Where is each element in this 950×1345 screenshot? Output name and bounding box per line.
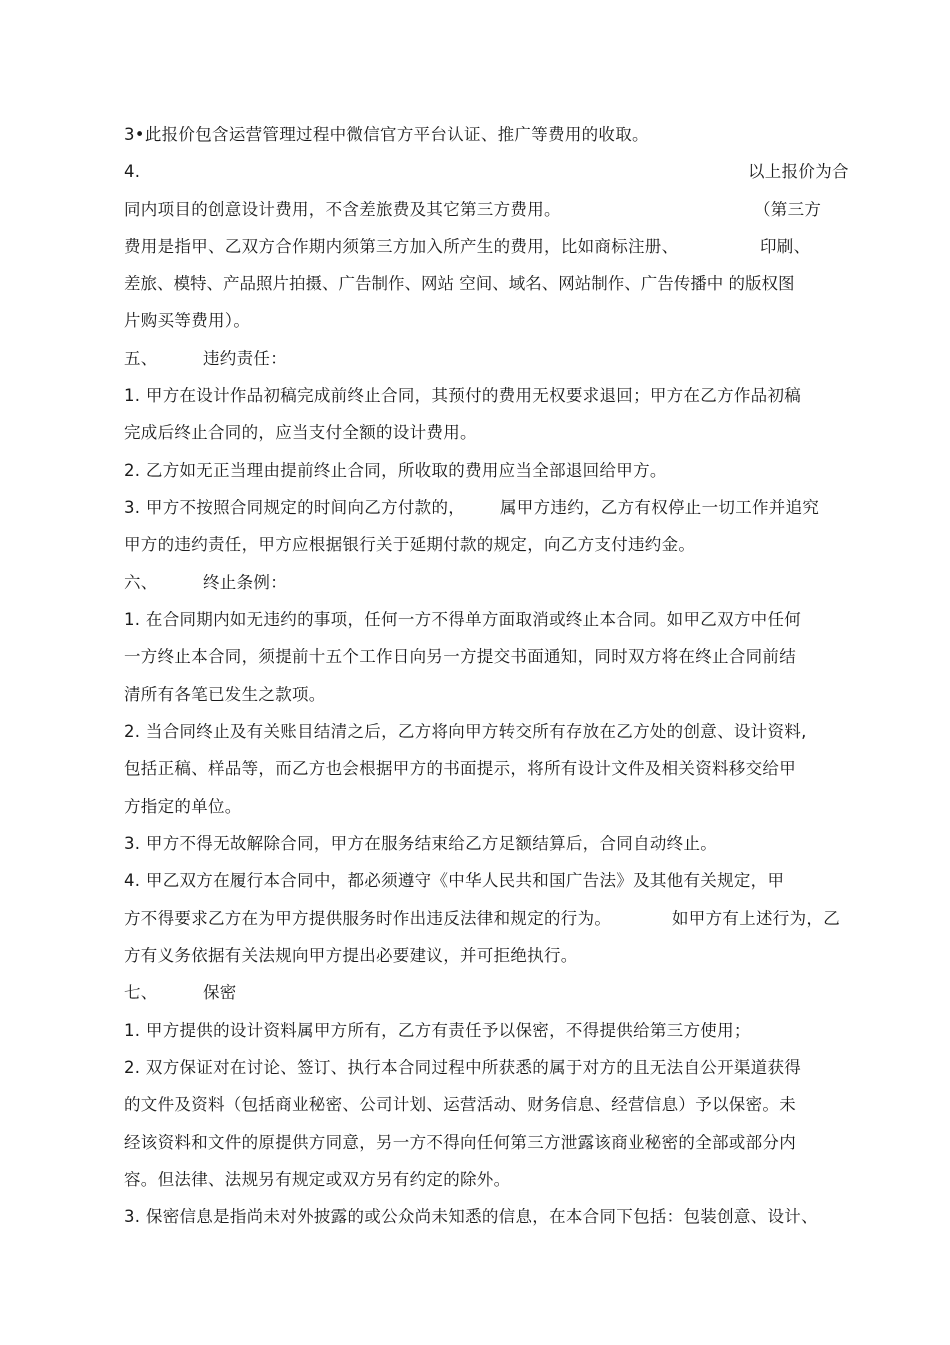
text-line: 属甲方违约，乙方有权停止一切工作并追究 [500,498,820,517]
text-line: （第三方 [754,200,822,219]
list-number: 4. [124,162,141,181]
text-line: 同内项目的创意设计费用，不含差旅费及其它第三方费用。 [124,200,561,219]
text-line: 经该资料和文件的原提供方同意，另一方不得向任何第三方泄露该商业秘密的全部或部分内 [124,1133,796,1152]
text-line: 容。但法律、法规另有规定或双方另有约定的除外。 [124,1170,511,1189]
section-number: 六、 [124,573,158,592]
text-line: 包括正稿、样品等，而乙方也会根据甲方的书面提示，将所有设计文件及相关资料移交给甲 [124,759,796,778]
text-line: 2. 当合同终止及有关账目结清之后，乙方将向甲方转交所有存放在乙方处的创意、设计资料, [124,722,807,741]
section-heading: 保密 [203,983,237,1002]
text-line: 方有义务依据有关法规向甲方提出必要建议，并可拒绝执行。 [124,946,578,965]
text-line: 方不得要求乙方在为甲方提供服务时作出违反法律和规定的行为。 [124,909,612,928]
text-line: 完成后终止合同的，应当支付全额的设计费用。 [124,423,477,442]
text-line: 以上报价为合 [748,162,849,181]
section-heading: 终止条例： [203,573,287,592]
text-line: 的文件及资料（包括商业秘密、公司计划、运营活动、财务信息、经营信息）予以保密。未 [124,1095,796,1114]
text-line: 片购买等费用）。 [124,311,251,330]
section-heading: 违约责任： [203,349,287,368]
text-line: 甲方的违约责任，甲方应根据银行关于延期付款的规定，向乙方支付违约金。 [124,535,696,554]
text-line: 1. 在合同期内如无违约的事项，任何一方不得单方面取消或终止本合同。如甲乙双方中任何 [124,610,802,629]
text-line: 3•此报价包含运营管理过程中微信官方平台认证、推广等费用的收取。 [124,125,649,144]
text-line: 一方终止本合同，须提前十五个工作日向另一方提交书面通知，同时双方将在终止合同前结 [124,647,796,666]
text-line: 1. 甲方提供的设计资料属甲方所有，乙方有责任予以保密，不得提供给第三方使用； [124,1021,751,1040]
text-line: 1. 甲方在设计作品初稿完成前终止合同，其预付的费用无权要求退回；甲方在乙方作品初稿 [124,386,802,405]
text-line: 3. 保密信息是指尚未对外披露的或公众尚未知悉的信息，在本合同下包括：包装创意、设计、 [124,1207,818,1226]
text-line: 3. 甲方不得无故解除合同，甲方在服务结束给乙方足额结算后，合同自动终止。 [124,834,718,853]
text-line: 费用是指甲、乙双方合作期内须第三方加入所产生的费用，比如商标注册、 [124,237,679,256]
text-line: 4. 甲乙双方在履行本合同中，都必须遵守《中华人民共和国广告法》及其他有关规定，甲 [124,871,785,890]
text-line: 清所有各笔已发生之款项。 [124,685,326,704]
section-number: 七、 [124,983,158,1002]
text-line: 方指定的单位。 [124,797,242,816]
text-line: 2. 双方保证对在讨论、签订、执行本合同过程中所获悉的属于对方的且无法自公开渠道获得 [124,1058,802,1077]
section-number: 五、 [124,349,158,368]
text-line: 差旅、模特、产品照片拍摄、广告制作、网站 空间、域名、网站制作、广告传播中 的版权图 [124,274,795,293]
text-line: 2. 乙方如无正当理由提前终止合同，所收取的费用应当全部退回给甲方。 [124,461,667,480]
text-line: 3. 甲方不按照合同规定的时间向乙方付款的， [124,498,466,517]
text-line: 如甲方有上述行为，乙 [672,909,840,928]
text-line: 印刷、 [760,237,811,256]
